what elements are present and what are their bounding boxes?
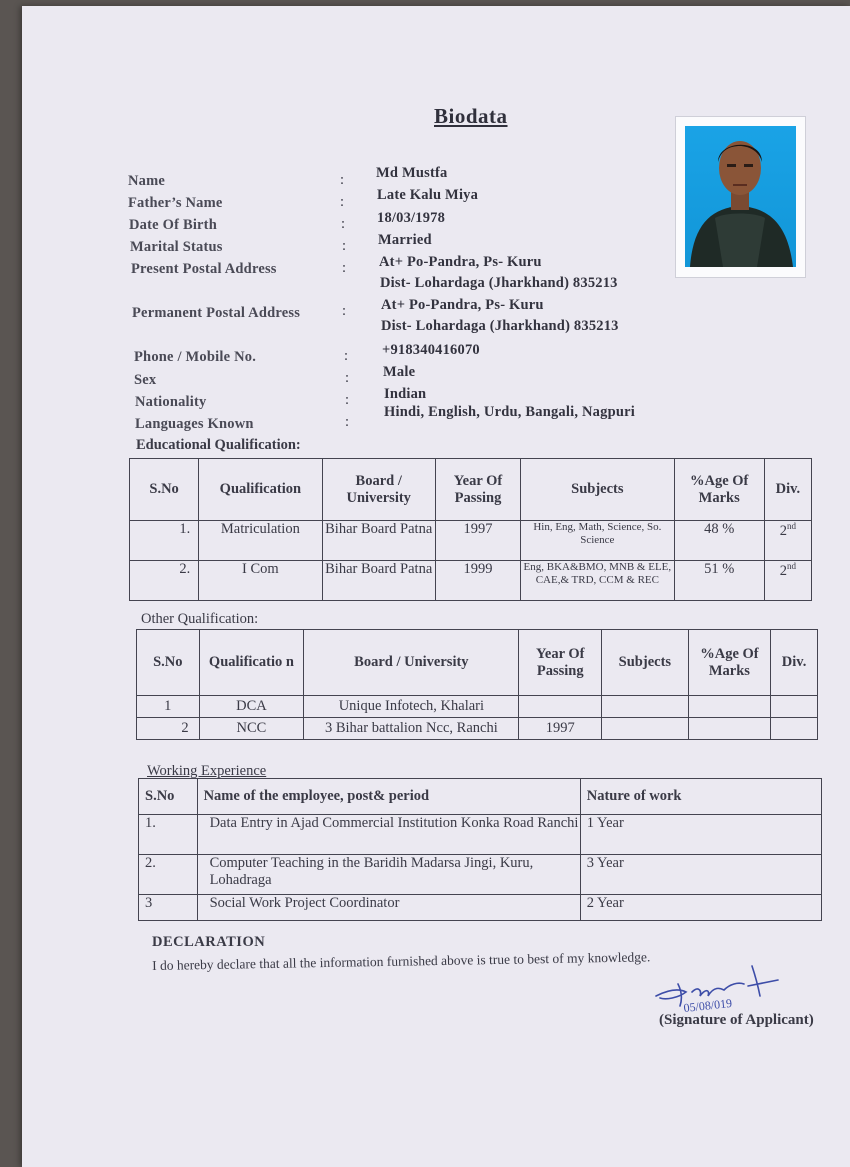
div-value: 2: [779, 522, 788, 539]
col-header-marks: %Age Of Marks: [674, 459, 764, 521]
cell-subjects: [602, 718, 689, 740]
cell-subjects: Eng, BKA&BMO, MNB & ELE, CAE,& TRD, CCM & REC: [521, 561, 674, 601]
cell-qualification: NCC: [199, 718, 304, 740]
applicant-photo: [685, 126, 796, 267]
colon: :: [344, 348, 349, 364]
table-row: [139, 895, 822, 921]
declaration-text: I do hereby declare that all the information furnished above is true to best of my knowledge.: [152, 949, 651, 973]
cell-subjects: [602, 696, 689, 718]
col-header-subjects: Subjects: [521, 459, 674, 521]
label-dob: Date Of Birth: [129, 217, 217, 233]
colon: :: [342, 238, 347, 254]
cell-qualification: Matriculation: [199, 521, 322, 561]
cell-sno: 1: [137, 696, 200, 718]
col-header-sno: S.No: [130, 459, 199, 521]
value-nationality: Indian: [384, 386, 427, 402]
col-header-div: Div.: [764, 459, 811, 521]
colon: :: [342, 260, 347, 276]
cell-qualification: DCA: [199, 696, 304, 718]
cell-employee: Data Entry in Ajad Commercial Institution Konka Road Ranchi: [197, 815, 580, 855]
label-languages: Languages Known: [135, 416, 254, 432]
applicant-photo-frame: [675, 116, 806, 278]
colon: :: [345, 414, 350, 430]
value-name: Md Mustfa: [376, 165, 448, 181]
cell-div: [764, 521, 811, 561]
col-header-qualification: Qualificatio n: [199, 630, 304, 696]
cell-marks: [688, 696, 771, 718]
signature-icon: [648, 956, 788, 1016]
declaration-heading: DECLARATION: [152, 934, 266, 950]
cell-nature: 1 Year: [580, 815, 821, 855]
cell-board: Bihar Board Patna: [322, 561, 435, 601]
education-table: [129, 458, 812, 601]
value-permanent-address-line2: Dist- Lohardaga (Jharkhand) 835213: [381, 318, 619, 334]
label-fathers-name: Father’s Name: [128, 195, 223, 211]
col-header-div: Div.: [771, 630, 818, 696]
value-dob: 18/03/1978: [377, 210, 446, 226]
biodata-page: [22, 6, 850, 1167]
value-present-address-line1: At+ Po-Pandra, Ps- Kuru: [379, 254, 542, 270]
value-phone: +918340416070: [382, 342, 480, 358]
cell-year: 1999: [435, 561, 520, 601]
colon: :: [342, 303, 347, 319]
cell-year: 1997: [519, 718, 602, 740]
colon: :: [341, 216, 346, 232]
div-value: 2: [779, 562, 788, 579]
col-header-sno: S.No: [137, 630, 200, 696]
work-experience-table: [138, 778, 822, 921]
work-experience-heading: Working Experience: [147, 763, 267, 779]
col-header-marks: %Age Of Marks: [688, 630, 771, 696]
cell-div: [764, 561, 811, 601]
label-name: Name: [128, 173, 166, 189]
table-row: [139, 855, 822, 895]
col-header-nature: Nature of work: [580, 779, 821, 815]
other-qualification-heading: Other Qualification:: [141, 611, 259, 627]
cell-sno: 2.: [130, 561, 199, 601]
cell-nature: 2 Year: [580, 895, 821, 921]
cell-marks: 48 %: [674, 521, 764, 561]
other-qualification-table: [136, 629, 818, 740]
colon: :: [340, 194, 345, 210]
label-phone: Phone / Mobile No.: [134, 349, 257, 365]
signature-caption: (Signature of Applicant): [659, 1012, 814, 1028]
col-header-board: Board / University: [322, 459, 435, 521]
cell-sno: 2.: [139, 855, 198, 895]
cell-marks: 51 %: [674, 561, 764, 601]
cell-subjects: Hin, Eng, Math, Science, So. Science: [521, 521, 674, 561]
cell-board: Unique Infotech, Khalari: [304, 696, 519, 718]
label-present-address: Present Postal Address: [131, 261, 277, 277]
colon: :: [345, 370, 350, 386]
table-header-row: [137, 630, 818, 696]
value-marital-status: Married: [378, 232, 432, 248]
cell-sno: 2: [137, 718, 200, 740]
table-row: [137, 718, 818, 740]
div-suffix: nd: [787, 521, 797, 531]
table-row: [139, 815, 822, 855]
cell-year: [519, 696, 602, 718]
cell-sno: 1.: [139, 815, 198, 855]
table-row: [137, 696, 818, 718]
cell-employee: Computer Teaching in the Baridih Madarsa Jingi, Kuru, Lohadraga: [197, 855, 580, 895]
col-header-employee: Name of the employee, post& period: [197, 779, 580, 815]
table-row: [130, 521, 812, 561]
value-permanent-address-line1: At+ Po-Pandra, Ps- Kuru: [381, 297, 544, 313]
col-header-year: Year Of Passing: [435, 459, 520, 521]
label-nationality: Nationality: [135, 394, 207, 410]
table-header-row: [130, 459, 812, 521]
label-marital-status: Marital Status: [130, 239, 223, 255]
cell-sno: 3: [139, 895, 198, 921]
cell-sno: 1.: [130, 521, 199, 561]
cell-employee: Social Work Project Coordinator: [197, 895, 580, 921]
cell-board: 3 Bihar battalion Ncc, Ranchi: [304, 718, 519, 740]
col-header-board: Board / University: [304, 630, 519, 696]
label-sex: Sex: [134, 372, 157, 388]
col-header-qualification: Qualification: [199, 459, 322, 521]
cell-div: [771, 696, 818, 718]
person-photo-icon: [685, 126, 796, 267]
page-title: Biodata: [434, 104, 508, 128]
signature-date: 05/08/019: [682, 995, 733, 1015]
education-heading: Educational Qualification:: [136, 437, 301, 453]
value-fathers-name: Late Kalu Miya: [377, 187, 479, 203]
value-present-address-line2: Dist- Lohardaga (Jharkhand) 835213: [380, 275, 618, 291]
table-header-row: [139, 779, 822, 815]
col-header-year: Year Of Passing: [519, 630, 602, 696]
colon: :: [345, 392, 350, 408]
table-row: [130, 561, 812, 601]
cell-board: Bihar Board Patna: [322, 521, 435, 561]
div-suffix: nd: [787, 561, 797, 571]
value-sex: Male: [383, 364, 416, 380]
col-header-subjects: Subjects: [602, 630, 689, 696]
cell-year: 1997: [435, 521, 520, 561]
cell-nature: 3 Year: [580, 855, 821, 895]
label-permanent-address: Permanent Postal Address: [132, 305, 301, 321]
cell-marks: [688, 718, 771, 740]
cell-qualification: I Com: [199, 561, 322, 601]
value-languages: Hindi, English, Urdu, Bangali, Nagpuri: [384, 404, 635, 420]
col-header-sno: S.No: [139, 779, 198, 815]
colon: :: [340, 172, 345, 188]
cell-div: [771, 718, 818, 740]
